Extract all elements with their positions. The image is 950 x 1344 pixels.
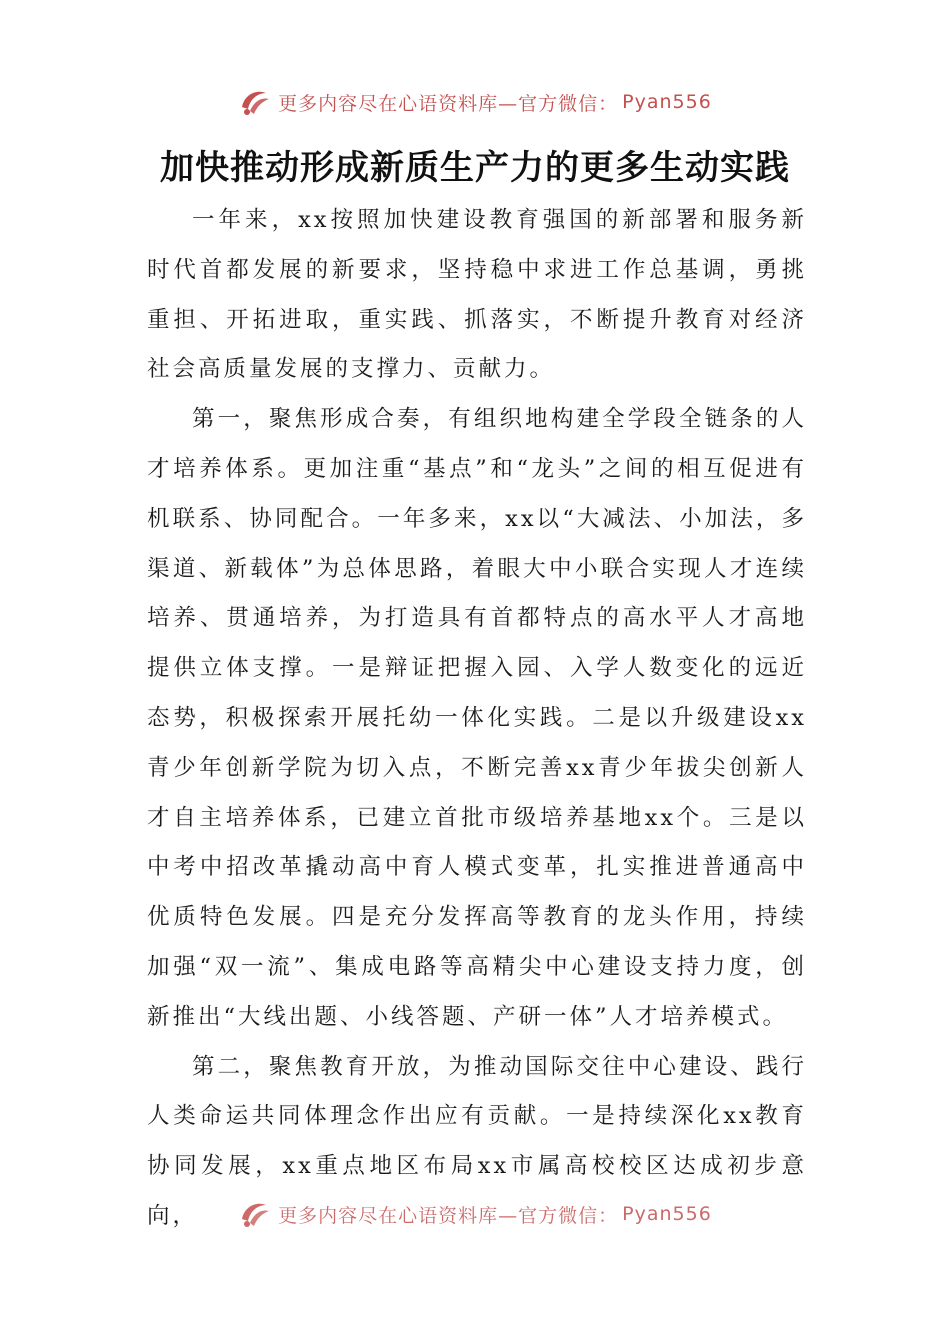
- banner-text: 更多内容尽在心语资料库—官方微信：: [278, 92, 619, 115]
- paragraph-1: 一年来，xx按照加快建设教育强国的新部署和服务新时代首都发展的新要求，坚持稳中求进工作总基调，勇挑重担、开拓进取，重实践、抓落实，不断提升教育对经济社会高质量发展的支撑力、贡献力。: [147, 207, 807, 383]
- paragraph-2: 第一，聚焦形成合奏，有组织地构建全学段全链条的人才培养体系。更加注重“基点”和“龙头”之间的相互促进有机联系、协同配合。一年多来，xx以“大减法、小加法，多渠道、新载体”为总体思路，着眼大中小联合实现人才连续培养、贯通培养，为打造具有首都特点的高水平人才高地提供立体支撑。一是辩证把握入园、入学人数变化的远近态势，积极探索开展托幼一体化实践。二是以升级建设xx青少年创新学院为切入点，不断完善xx青少年拔尖创新人才自主培养体系，已建立首批市级培养基地xx个。三是以中考中招改革撬动高中育人模式变革，扎实推进普通高中优质特色发展。四是充分发挥高等教育的龙头作用，持续加强“双一流”、集成电路等高精尖中心建设支持力度，创新推出“大线出题、小线答题、产研一体”人才培养模式。: [147, 406, 807, 1030]
- wechat-id: Pyan556: [622, 91, 712, 113]
- pen-ribbon-logo-icon: [238, 1202, 272, 1231]
- wechat-id: Pyan556: [622, 1203, 712, 1225]
- pen-ribbon-logo-icon: [238, 85, 272, 119]
- document-title: 加快推动形成新质生产力的更多生动实践: [160, 148, 790, 188]
- document-body: [147, 196, 807, 1242]
- banner-text: 更多内容尽在心语资料库—官方微信：: [278, 1204, 619, 1227]
- header-banner: [0, 82, 950, 122]
- paragraph-3: 第二，聚焦教育开放，为推动国际交往中心建设、践行人类命运共同体理念作出应有贡献。一是持续深化xx教育协同发展，xx重点地区布局xx市属高校校区达成初步意向，: [147, 1053, 807, 1229]
- footer-banner: [0, 1202, 950, 1242]
